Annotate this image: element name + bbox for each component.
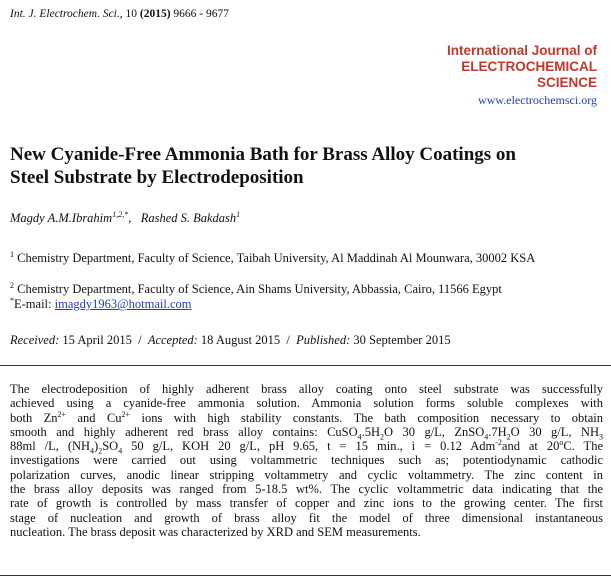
abstract-line: polarization curves, anodic linear stripping voltammetry and cyclic voltammetry. The zinc content in — [10, 467, 603, 482]
author-name: Rashed S. Bakdash — [140, 211, 237, 226]
abstract-line: The electrodeposition of highly adherent brass alloy coating onto steel substrate was successfully — [10, 382, 603, 396]
abstract-line: rate of growth is controlled by mass transfer of copper and zinc ions to the growing center. The first — [10, 496, 603, 511]
corresponding-email — [10, 293, 605, 312]
article-title — [10, 143, 600, 189]
abstract-line: investigations were carried out using voltammetric techniques such as; potentiodynamic cathodic — [10, 453, 603, 468]
affiliation-text: Chemistry Department, Faculty of Science, Taibah University, Al Maddinah Al Mounwara, 30002 KSA — [17, 251, 536, 266]
accepted-label: Accepted: — [147, 333, 198, 347]
author-list: Magdy A.M.Ibrahim$^{1,2,*}$, Rashed S. Bakdash$^1$ — [10, 210, 241, 226]
published-label: Published: — [296, 333, 351, 347]
journal-logo-line3: SCIENCE — [536, 75, 597, 90]
article-title-line2: Steel Substrate by Electrodeposition — [10, 167, 304, 188]
abstract-line: achieved using a cyanide-free ammonia solution. Ammonia solution forms soluble complexes with — [10, 396, 603, 411]
divider-top — [0, 365, 611, 366]
email-link[interactable]: imagdy1963@hotmail.com — [54, 297, 192, 312]
abstract-line: the brass alloy deposits was ranged from 5-18.5 wt%. The cyclic voltammetric data indicating that the — [10, 482, 603, 497]
email-label: E-mail: — [14, 297, 55, 312]
journal-year: (2015) — [139, 8, 171, 20]
journal-url-link[interactable]: www.electrochemsci.org — [478, 93, 597, 107]
published-date: 30 September 2015 — [353, 333, 451, 347]
author-name: Magdy A.M.Ibrahim — [10, 211, 113, 226]
accepted-date: 18 August 2015 — [200, 333, 281, 347]
journal-logo — [447, 43, 597, 108]
affiliation-1 — [10, 247, 605, 266]
affiliation-marker: 2 — [10, 281, 14, 290]
corresponding-marker: * — [10, 296, 14, 305]
abstract-line: smooth and highly adherent red brass alloy contains: $CuSO_4.5H_2O$ 30 g/L, $ZnSO_4.7H_2O$ 30 g/L, $NH_3$ — [10, 424, 603, 442]
abstract-line: stage of nucleation and growth of brass alloy fit the model of three dimensional instantaneous — [10, 510, 603, 525]
received-label: Received: — [10, 333, 60, 347]
journal-abbrev: Int. J. Electrochem. Sci. — [10, 8, 120, 20]
date-separator: / — [138, 333, 142, 347]
date-separator: / — [286, 333, 290, 347]
article-title-line1: New Cyanide-Free Ammonia Bath for Brass Alloy Coatings on — [10, 144, 516, 165]
publication-dates — [10, 333, 451, 348]
abstract — [10, 382, 603, 539]
received-date: 15 April 2015 — [62, 333, 132, 347]
journal-citation: Int. J. Electrochem. Sci., 10 (2015) 9666 - 9677 — [10, 8, 230, 20]
journal-logo-line1: International Journal of — [446, 43, 597, 58]
abstract-line: both $Zn^{2+}$ and $Cu^{2+}$ ions with high stability constants. The bath composition necessary to obtain — [10, 409, 604, 425]
author-affiliation-marker: 1,2,* — [112, 210, 129, 219]
affiliation-text: Chemistry Department, Faculty of Science, Ain Shams University, Abbassia, Cairo, 11566 Egypt — [17, 282, 502, 297]
author-affiliation-marker: 1 — [236, 210, 241, 219]
affiliation-marker: 1 — [10, 250, 14, 259]
journal-volume: 10 — [125, 8, 137, 20]
journal-pages: 9666 - 9677 — [173, 8, 230, 20]
abstract-line: nucleation. The brass deposit was characterized by XRD and SEM measurements. — [10, 524, 421, 539]
abstract-line: 88ml /L, $(NH_4)_2SO_4$ 50 g/L, KOH 20 g/L, pH 9.65, t = 15 min., i = 0.12 Adm$^{-2}$and at 20$^o$C. The — [10, 438, 603, 456]
journal-logo-line2: ELECTROCHEMICAL — [461, 59, 597, 74]
divider-bottom — [0, 575, 611, 576]
